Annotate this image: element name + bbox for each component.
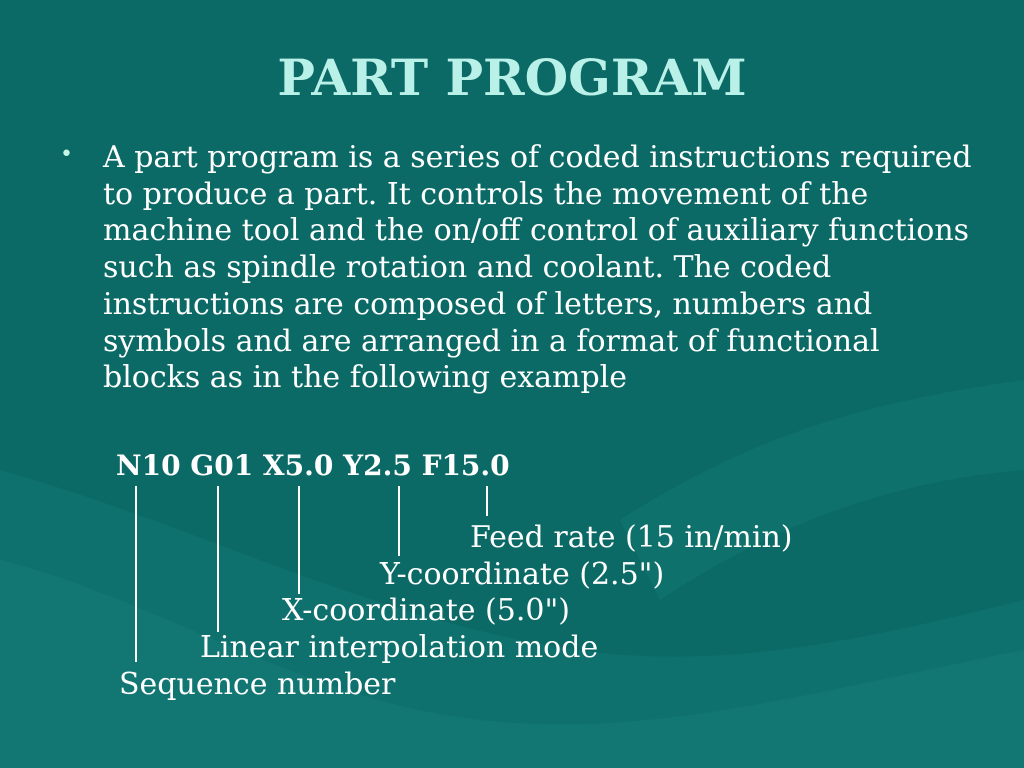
slide-title: PART PROGRAM [277, 48, 747, 107]
connector-line-g01 [217, 486, 219, 632]
label-feed-rate: Feed rate (15 in/min) [470, 520, 793, 555]
label-y-coordinate: Y-coordinate (2.5") [380, 557, 665, 592]
example-code-block: N10 G01 X5.0 Y2.5 F15.0 [116, 449, 510, 482]
label-linear-interpolation: Linear interpolation mode [200, 630, 599, 665]
connector-line-x [298, 486, 300, 594]
label-x-coordinate: X-coordinate (5.0") [282, 593, 570, 628]
connector-line-f [486, 486, 488, 516]
bullet-paragraph: A part program is a series of coded instructions required to produce a part. It controls the movement of the machine tool and the on/off control of auxiliary functions such as spindle rotation and coolant. The coded instructions are composed of letters, numbers and symbols and are arranged in a format of functional blocks as in the following example [103, 140, 972, 396]
connector-line-y [398, 486, 400, 556]
bullet-dot-icon: • [60, 142, 73, 167]
connector-line-sequence [135, 486, 137, 662]
label-sequence-number: Sequence number [119, 667, 396, 702]
